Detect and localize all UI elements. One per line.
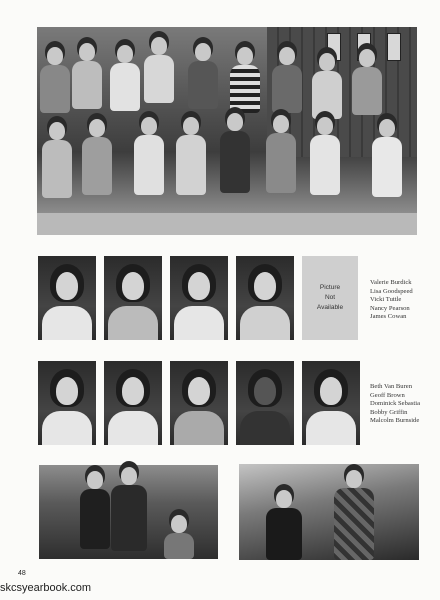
student-name: Lisa Goodspeed [370, 287, 413, 295]
student [367, 119, 407, 199]
student [171, 117, 211, 197]
candid-photo-students [239, 464, 419, 560]
placeholder-line: Picture [319, 284, 341, 291]
portrait [302, 361, 360, 445]
picture-not-available-placeholder [302, 256, 358, 340]
window [387, 33, 401, 61]
student [309, 53, 345, 123]
portrait [170, 256, 228, 340]
portrait [104, 256, 162, 340]
watermark: skcsyearbook.com [0, 582, 92, 594]
person [109, 467, 149, 547]
student-name: Nancy Pearson [370, 304, 410, 312]
student-name: Beth Van Buren [370, 383, 412, 390]
portrait [236, 361, 294, 445]
portrait [38, 361, 96, 445]
student [37, 47, 73, 117]
student [69, 43, 105, 113]
student-name: James Cowan [370, 313, 407, 321]
portrait [236, 256, 294, 340]
student-name: Geoff Brown [370, 391, 405, 399]
names-list [370, 279, 413, 322]
person [159, 515, 199, 559]
student [215, 113, 255, 193]
ground [37, 213, 417, 235]
portrait [38, 256, 96, 340]
student [227, 47, 263, 117]
placeholder-line: Available [316, 304, 344, 311]
student [261, 115, 301, 195]
portrait [104, 361, 162, 445]
student [269, 47, 305, 117]
student [107, 45, 143, 115]
portrait [170, 361, 228, 445]
student [349, 49, 385, 119]
student-name: Malcolm Burnside [370, 417, 420, 425]
group-photo [37, 27, 417, 235]
student [129, 117, 169, 197]
student-name: Valerie Burdick [370, 279, 412, 286]
student-name: Dominick Sebastia [370, 400, 420, 408]
person [259, 490, 309, 560]
student [185, 43, 221, 113]
student [37, 122, 77, 202]
person [329, 470, 379, 560]
placeholder-line: Not [324, 294, 336, 301]
student-name: Vicki Tuttle [370, 296, 402, 304]
page-number: 48 [18, 570, 26, 577]
student-name: Bobby Griffin [370, 408, 408, 416]
names-list [370, 383, 420, 426]
candid-photo-classroom [39, 465, 218, 559]
student [77, 119, 117, 199]
student [141, 37, 177, 107]
student [305, 117, 345, 197]
